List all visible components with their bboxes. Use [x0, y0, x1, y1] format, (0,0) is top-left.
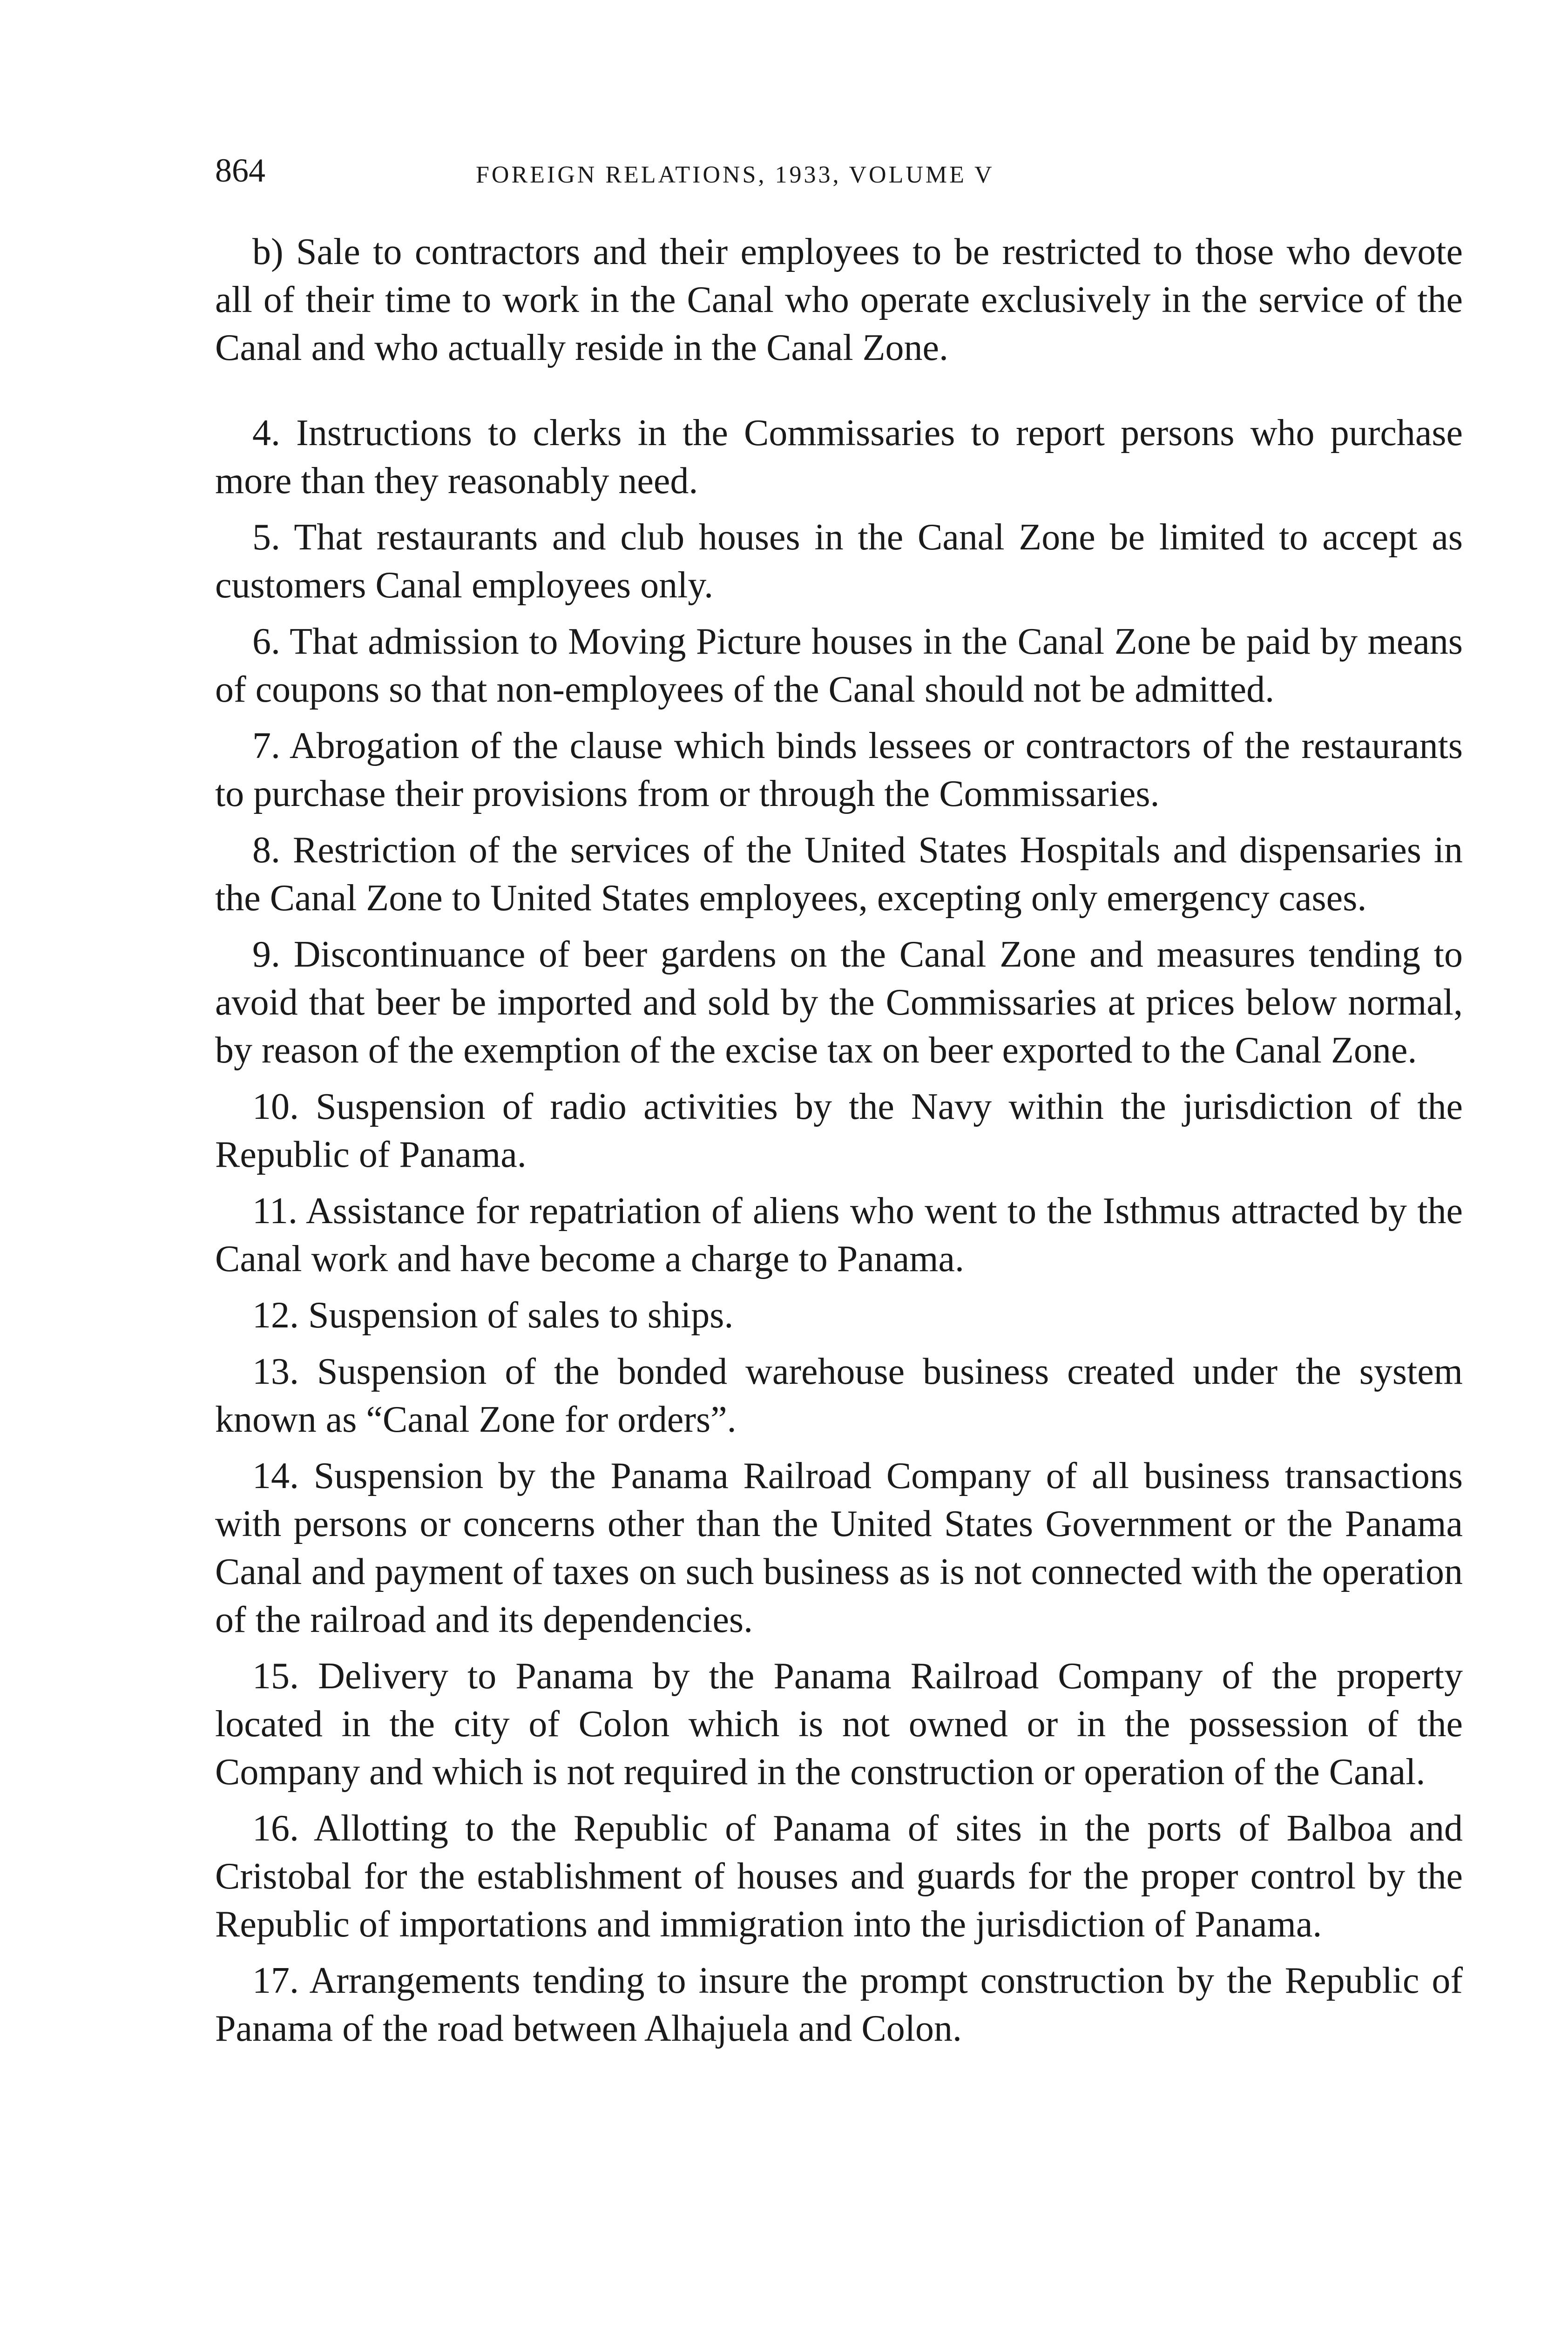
paragraph-14: 14. Suspension by the Panama Railroad Company of all business transactions with persons or concerns other than the United States Government or the Panama Canal and payment of taxes on such business as is not connected with the operation of the railroad and its dependencies.	[215, 1455, 1463, 1640]
paragraph-15: 15. Delivery to Panama by the Panama Railroad Company of the property located in the city of Colon which is not owned or in the possession of the Company and which is not required in the construction or operation of the Canal.	[215, 1656, 1463, 1793]
document-page	[215, 154, 1463, 2061]
paragraph-8: 8. Restriction of the services of the United States Hospitals and dispensaries in the Canal Zone to United States employees, excepting only emergency cases.	[215, 830, 1463, 919]
paragraph-6: 6. That admission to Moving Picture houses in the Canal Zone be paid by means of coupons so that non-employees of the Canal should not be admitted.	[215, 621, 1463, 710]
paragraph-9: 9. Discontinuance of beer gardens on the Canal Zone and measures tending to avoid that beer be imported and sold by the Commissaries at prices below normal, by reason of the exemption of the excise tax on beer exported to the Canal Zone.	[215, 934, 1463, 1071]
paragraph-5: 5. That restaurants and club houses in the Canal Zone be limited to accept as customers Canal employees only.	[215, 517, 1463, 606]
body-text	[215, 228, 1463, 2053]
running-head: FOREIGN RELATIONS, 1933, VOLUME V	[476, 162, 994, 188]
page-header	[215, 154, 1463, 210]
paragraph-7: 7. Abrogation of the clause which binds lessees or contractors of the restaurants to purchase their provisions from or through the Commissaries.	[215, 725, 1463, 814]
paragraph-11: 11. Assistance for repatriation of aliens who went to the Isthmus attracted by the Canal work and have become a charge to Panama.	[215, 1191, 1463, 1279]
paragraph-16: 16. Allotting to the Republic of Panama of sites in the ports of Balboa and Cristobal for the establishment of houses and guards for the proper control by the Republic of importations and immigration into the jurisdiction of Panama.	[215, 1808, 1463, 1945]
paragraph-4: 4. Instructions to clerks in the Commissaries to report persons who purchase more than they reasonably need.	[215, 413, 1463, 501]
paragraph-12: 12. Suspension of sales to ships.	[252, 1295, 734, 1336]
paragraph-b: b) Sale to contractors and their employees to be restricted to those who devote all of their time to work in the Canal who operate exclusively in the service of the Canal and who actually reside in the Canal Zone.	[215, 231, 1463, 368]
paragraph-17: 17. Arrangements tending to insure the prompt construction by the Republic of Panama of the road between Alhajuela and Colon.	[215, 1960, 1463, 2049]
paragraph-13: 13. Suspension of the bonded warehouse business created under the system known as “Canal Zone for orders”.	[215, 1351, 1463, 1440]
page-number: 864	[215, 152, 265, 189]
paragraph-10: 10. Suspension of radio activities by the Navy within the jurisdiction of the Republic of Panama.	[215, 1086, 1463, 1175]
